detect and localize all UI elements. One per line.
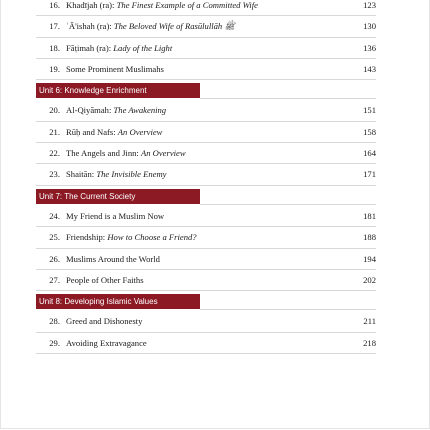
unit-header-label: Unit 7: The Current Society <box>36 189 200 204</box>
page-number: 188 <box>363 232 376 243</box>
chapter-title <box>66 164 167 184</box>
chapter-number: 23. <box>49 169 60 180</box>
chapter-title-subtitle: The Beloved Wife of Rasūlullāh ﷺ <box>113 21 235 32</box>
chapter-title-main: Fāṭimah (ra): <box>66 42 114 53</box>
toc-entry[interactable] <box>36 59 376 80</box>
chapter-title-subtitle: The Awakening <box>113 105 167 116</box>
unit-header-label: Unit 8: Developing Islamic Values <box>36 294 200 309</box>
chapter-number: 22. <box>49 148 60 159</box>
chapter-number: 28. <box>49 316 60 327</box>
chapter-title <box>66 59 164 79</box>
chapter-title-subtitle: How to Choose a Friend? <box>107 232 197 243</box>
chapter-title-main: Friendship: <box>66 232 108 243</box>
chapter-title <box>66 206 164 226</box>
chapter-title <box>66 0 258 15</box>
chapter-title-subtitle: Lady of the Light <box>113 42 173 53</box>
chapter-number: 26. <box>49 253 60 264</box>
chapter-title-main: Greed and Dishonesty <box>66 316 143 327</box>
chapter-title-main: My Friend is a Muslim Now <box>66 210 165 221</box>
page-number: 164 <box>363 148 376 159</box>
chapter-title <box>66 122 162 142</box>
chapter-title <box>66 311 142 331</box>
unit-header <box>36 80 376 100</box>
page-number: 194 <box>363 253 376 264</box>
unit-header-label: Unit 6: Knowledge Enrichment <box>36 83 200 98</box>
toc-entry[interactable] <box>36 227 376 248</box>
chapter-title-main: Avoiding Extravagance <box>66 337 147 348</box>
chapter-title-subtitle: An Overview <box>117 126 163 137</box>
chapter-title <box>66 227 197 247</box>
chapter-title-main: Muslims Around the World <box>66 253 160 264</box>
chapter-title-main: Shaitān: <box>66 169 97 180</box>
chapter-title <box>66 270 144 290</box>
toc-entry[interactable] <box>36 333 376 354</box>
chapter-number: 17. <box>49 21 60 32</box>
unit-rule <box>200 204 376 205</box>
chapter-title <box>66 100 166 120</box>
unit-header <box>36 186 376 206</box>
chapter-number: 27. <box>49 274 60 285</box>
chapter-title <box>66 143 186 163</box>
page-number: 218 <box>363 337 376 348</box>
chapter-number: 18. <box>49 42 60 53</box>
chapter-number: 20. <box>49 105 60 116</box>
page-number: 158 <box>363 126 376 137</box>
toc-entry[interactable] <box>36 16 376 37</box>
chapter-number: 21. <box>49 126 60 137</box>
chapter-number: 19. <box>49 63 60 74</box>
page-number: 136 <box>363 42 376 53</box>
toc-entry[interactable] <box>36 38 376 59</box>
unit-header <box>36 291 376 311</box>
chapter-title <box>66 16 235 36</box>
toc-entry[interactable] <box>36 311 376 332</box>
page-number: 123 <box>363 0 376 10</box>
chapter-title-subtitle: The Finest Example of a Committed Wife <box>116 0 258 10</box>
page-number: 202 <box>363 274 376 285</box>
toc-entry[interactable] <box>36 249 376 270</box>
toc-entry[interactable] <box>36 100 376 121</box>
chapter-title <box>66 333 147 353</box>
toc-entry[interactable] <box>36 270 376 291</box>
chapter-title-main: Khadījah (ra): <box>66 0 117 10</box>
page-number: 171 <box>363 169 376 180</box>
page-number: 143 <box>363 63 376 74</box>
toc-entry[interactable] <box>36 0 376 16</box>
unit-rule <box>200 98 376 99</box>
chapter-title-subtitle: The Invisible Enemy <box>96 169 167 180</box>
table-of-contents <box>36 0 376 354</box>
toc-entry[interactable] <box>36 122 376 143</box>
chapter-number: 16. <box>49 0 60 10</box>
page-number: 130 <box>363 21 376 32</box>
chapter-title <box>66 38 172 58</box>
chapter-title-main: Al-Qiyāmah: <box>66 105 114 116</box>
unit-rule <box>200 309 376 310</box>
page-number: 211 <box>363 316 376 327</box>
chapter-title-main: ʿĀ'ishah (ra): <box>66 21 114 32</box>
page-number: 151 <box>363 105 376 116</box>
chapter-number: 29. <box>49 337 60 348</box>
chapter-number: 24. <box>49 210 60 221</box>
chapter-number: 25. <box>49 232 60 243</box>
chapter-title-subtitle: An Overview <box>140 148 186 159</box>
chapter-title-main: Some Prominent Muslimahs <box>66 63 164 74</box>
chapter-title-main: People of Other Faiths <box>66 274 144 285</box>
toc-entry[interactable] <box>36 143 376 164</box>
toc-entry[interactable] <box>36 164 376 185</box>
chapter-title-main: Rūḥ and Nafs: <box>66 126 118 137</box>
toc-entry[interactable] <box>36 206 376 227</box>
chapter-title-main: The Angels and Jinn: <box>66 148 141 159</box>
chapter-title <box>66 249 160 269</box>
page-number: 181 <box>363 210 376 221</box>
